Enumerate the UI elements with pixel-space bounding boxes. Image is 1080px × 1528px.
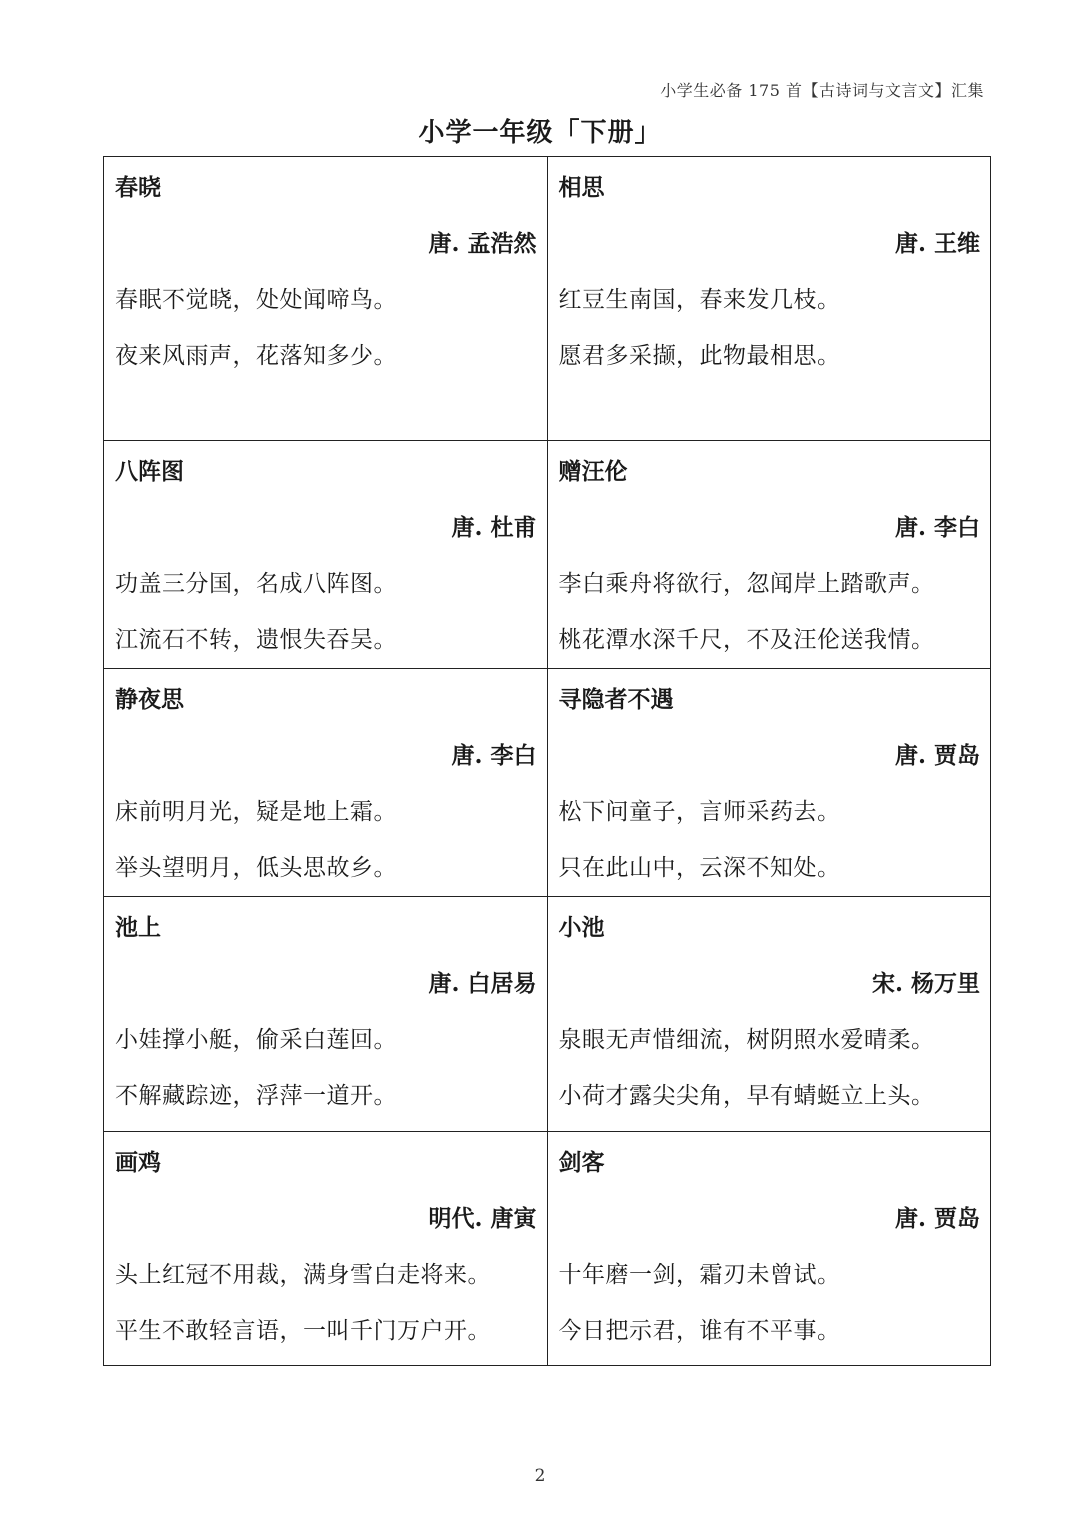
poem-line: 举头望明月，低头思故乡。 [115,855,397,881]
poem-line: 十年磨一剑，霜刃未曾试。 [558,1262,841,1288]
poem-title: 赠汪伦 [558,458,628,485]
poem-line: 床前明月光，疑是地上霜。 [115,799,397,825]
poem-author: 唐. 李白 [894,514,980,541]
poem-author: 唐. 贾岛 [894,742,980,769]
poem-line: 平生不敢轻言语，一叫千门万户开。 [115,1318,491,1344]
poem-cell [547,441,991,669]
table-row [104,157,991,441]
poem-cell [104,1132,548,1366]
poem-cell [547,669,991,897]
poem-cell [104,157,548,441]
poem-line: 江流石不转，遗恨失吞吴。 [115,627,397,653]
poem-author: 唐. 贾岛 [894,1205,980,1232]
table-row [104,1132,991,1366]
poem-line: 李白乘舟将欲行，忽闻岸上踏歌声。 [558,571,935,597]
running-header: 小学生必备 175 首【古诗词与文言文】汇集 [660,81,984,100]
poem-author: 唐. 李白 [451,742,537,769]
poem-line: 愿君多采撷，此物最相思。 [558,343,841,369]
poem-cell [547,1132,991,1366]
poem-author: 唐. 白居易 [428,970,537,997]
poem-line: 小荷才露尖尖角，早有蜻蜓立上头。 [558,1083,935,1109]
poem-cell [104,441,548,669]
poem-line: 不解藏踪迹，浮萍一道开。 [115,1083,397,1109]
poem-line: 小娃撑小艇，偷采白莲回。 [115,1027,397,1053]
poem-title: 小池 [558,914,605,941]
poem-line: 春眠不觉晓，处处闻啼鸟。 [115,287,397,313]
page-number: 2 [534,1466,546,1486]
poem-author: 唐. 孟浩然 [428,230,537,257]
poem-title: 池上 [115,914,161,941]
poem-line: 桃花潭水深千尺，不及汪伦送我情。 [558,627,935,653]
poem-cell [547,157,991,441]
poem-line: 头上红冠不用裁，满身雪白走将来。 [115,1262,491,1288]
poem-line: 夜来风雨声，花落知多少。 [115,343,397,369]
poem-title: 八阵图 [115,458,184,485]
poem-title: 剑客 [558,1149,605,1176]
poem-author: 唐. 王维 [894,230,980,257]
poem-author: 明代. 唐寅 [428,1205,537,1232]
table-row [104,669,991,897]
poem-title: 春晓 [115,174,161,201]
poem-title: 相思 [558,174,605,201]
poem-table [103,156,991,1366]
table-row [104,441,991,669]
poem-cell [104,897,548,1132]
poem-title: 静夜思 [115,686,184,713]
poem-title: 画鸡 [115,1149,161,1176]
table-row [104,897,991,1132]
poem-line: 今日把示君，谁有不平事。 [558,1318,841,1344]
poem-line: 只在此山中，云深不知处。 [558,855,841,881]
poem-line: 红豆生南国，春来发几枝。 [558,287,841,313]
poem-cell [547,897,991,1132]
page-title: 小学一年级「下册」 [418,118,662,148]
poem-author: 唐. 杜甫 [451,514,537,541]
poem-line: 松下问童子，言师采药去。 [558,799,841,825]
poem-line: 功盖三分国，名成八阵图。 [115,571,397,597]
poem-author: 宋. 杨万里 [871,970,980,997]
poem-line: 泉眼无声惜细流，树阴照水爱晴柔。 [558,1027,935,1053]
poem-cell [104,669,548,897]
poem-title: 寻隐者不遇 [558,686,674,713]
